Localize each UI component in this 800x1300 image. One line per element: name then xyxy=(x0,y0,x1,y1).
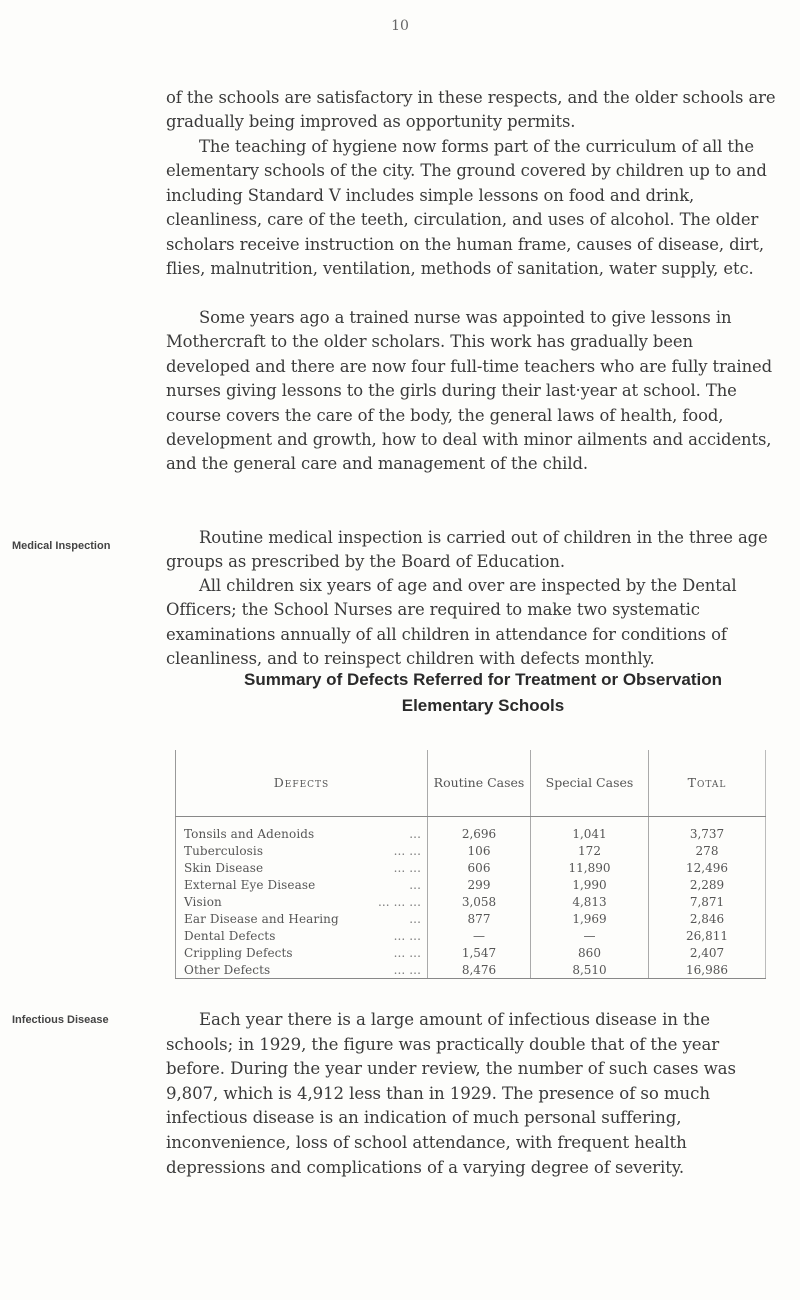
header-defects: Defects xyxy=(176,750,428,817)
table-row xyxy=(176,944,766,961)
leader-dots: ... xyxy=(409,826,421,841)
defect-name: Skin Disease xyxy=(184,860,264,875)
leader-dots: ... ... ... xyxy=(377,894,421,909)
defect-name: Other Defects xyxy=(184,962,271,977)
leader-dots: ... ... xyxy=(393,860,421,875)
total-cell: 16,986 xyxy=(649,961,766,979)
defect-name: Tonsils and Adenoids xyxy=(184,826,315,841)
routine-cell: 3,058 xyxy=(428,893,531,910)
header-special-cases: Special Cases xyxy=(531,750,649,817)
routine-cell: 606 xyxy=(428,859,531,876)
leader-dots: ... xyxy=(409,877,421,892)
special-cell: 11,890 xyxy=(531,859,649,876)
leader-dots: ... xyxy=(409,911,421,926)
margin-note-medical-inspection: Medical Inspection xyxy=(12,540,111,552)
table-row xyxy=(176,876,766,893)
defect-name-cell xyxy=(176,859,428,876)
table-header-row xyxy=(176,750,766,817)
defects-table-container xyxy=(175,750,765,990)
paragraph-schools-satisfactory: of the schools are satisfactory in these respects, and the older schools are gradually being improved as opportunity permits. xyxy=(166,88,776,132)
total-cell: 2,407 xyxy=(649,944,766,961)
defect-name: Dental Defects xyxy=(184,928,276,943)
table-subtitle: Elementary Schools xyxy=(401,696,565,715)
total-cell: 278 xyxy=(649,842,766,859)
header-routine-cases: Routine Cases xyxy=(428,750,531,817)
leader-dots: ... ... xyxy=(393,945,421,960)
routine-cell: 2,696 xyxy=(428,817,531,843)
defect-name: Vision xyxy=(184,894,222,909)
table-row xyxy=(176,842,766,859)
routine-cell: 8,476 xyxy=(428,961,531,979)
leader-dots: ... ... xyxy=(393,928,421,943)
total-cell: 2,846 xyxy=(649,910,766,927)
paragraph-routine-inspection: Routine medical inspection is carried out of children in the three age groups as prescribed by the Board of Education. xyxy=(166,528,768,572)
special-cell: 1,990 xyxy=(531,876,649,893)
routine-cell: 106 xyxy=(428,842,531,859)
defect-name-cell xyxy=(176,910,428,927)
table-row xyxy=(176,817,766,843)
defect-name: Ear Disease and Hearing xyxy=(184,911,339,926)
special-cell: 8,510 xyxy=(531,961,649,979)
special-cell: 172 xyxy=(531,842,649,859)
routine-cell: — xyxy=(428,927,531,944)
page-number: 10 xyxy=(391,18,409,34)
table-row xyxy=(176,910,766,927)
special-cell: 1,969 xyxy=(531,910,649,927)
leader-dots: ... ... xyxy=(393,843,421,858)
paragraph-hygiene-teaching: The teaching of hygiene now forms part of the curriculum of all the elementary schools of the city. The ground covered by children up to and including Standard V includes simple lessons on food and drink, cleanliness, care of the teeth, circulation, and uses of alcohol. The older scholars receive instruction on the human frame, causes of disease, dirt, flies, malnutrition, ventilation, methods of sanitation, water supply, etc. xyxy=(166,137,767,279)
table-title: Summary of Defects Referred for Treatment or Observation xyxy=(243,670,723,689)
defect-name: External Eye Disease xyxy=(184,877,316,892)
defects-table xyxy=(175,750,766,979)
paragraph-mothercraft: Some years ago a trained nurse was appointed to give lessons in Mothercraft to the older scholars. This work has gradually been developed and there are now four full-time teachers who are fully trained nurses giving lessons to the girls during their last·year at school. The course covers the care of the body, the general laws of health, food, development and growth, how to deal with minor ailments and accidents, and the general care and management of the child. xyxy=(166,308,773,474)
table-row xyxy=(176,961,766,979)
special-cell: 4,813 xyxy=(531,893,649,910)
table-row xyxy=(176,859,766,876)
special-cell: 860 xyxy=(531,944,649,961)
defect-name-cell xyxy=(176,842,428,859)
leader-dots: ... ... xyxy=(393,962,421,977)
total-cell: 3,737 xyxy=(649,817,766,843)
total-cell: 7,871 xyxy=(649,893,766,910)
defect-name: Tuberculosis xyxy=(184,843,264,858)
defect-name-cell xyxy=(176,927,428,944)
special-cell: 1,041 xyxy=(531,817,649,843)
routine-cell: 877 xyxy=(428,910,531,927)
total-cell: 26,811 xyxy=(649,927,766,944)
defect-name-cell xyxy=(176,876,428,893)
defect-name-cell xyxy=(176,817,428,843)
total-cell: 2,289 xyxy=(649,876,766,893)
defect-name-cell xyxy=(176,961,428,979)
routine-cell: 299 xyxy=(428,876,531,893)
paragraph-dental-officers: All children six years of age and over are inspected by the Dental Officers; the School Nurses are required to make two systematic examinations annually of all children in attendance for conditions of cleanliness, and to reinspect children with defects monthly. xyxy=(166,576,737,669)
routine-cell: 1,547 xyxy=(428,944,531,961)
header-total: Total xyxy=(649,750,766,817)
defect-name-cell xyxy=(176,893,428,910)
table-row xyxy=(176,893,766,910)
defect-name: Crippling Defects xyxy=(184,945,293,960)
defect-name-cell xyxy=(176,944,428,961)
paragraph-infectious-disease: Each year there is a large amount of infectious disease in the schools; in 1929, the figure was practically double that of the year before. During the year under review, the number of such cases was 9,807, which is 4,912 less than in 1929. The presence of so much infectious disease is an indication of much personal suffering, inconvenience, loss of school attendance, with frequent health depressions and complications of a varying degree of severity. xyxy=(166,1010,736,1177)
margin-note-infectious-disease: Infectious Disease xyxy=(12,1014,109,1026)
total-cell: 12,496 xyxy=(649,859,766,876)
special-cell: — xyxy=(531,927,649,944)
table-row xyxy=(176,927,766,944)
